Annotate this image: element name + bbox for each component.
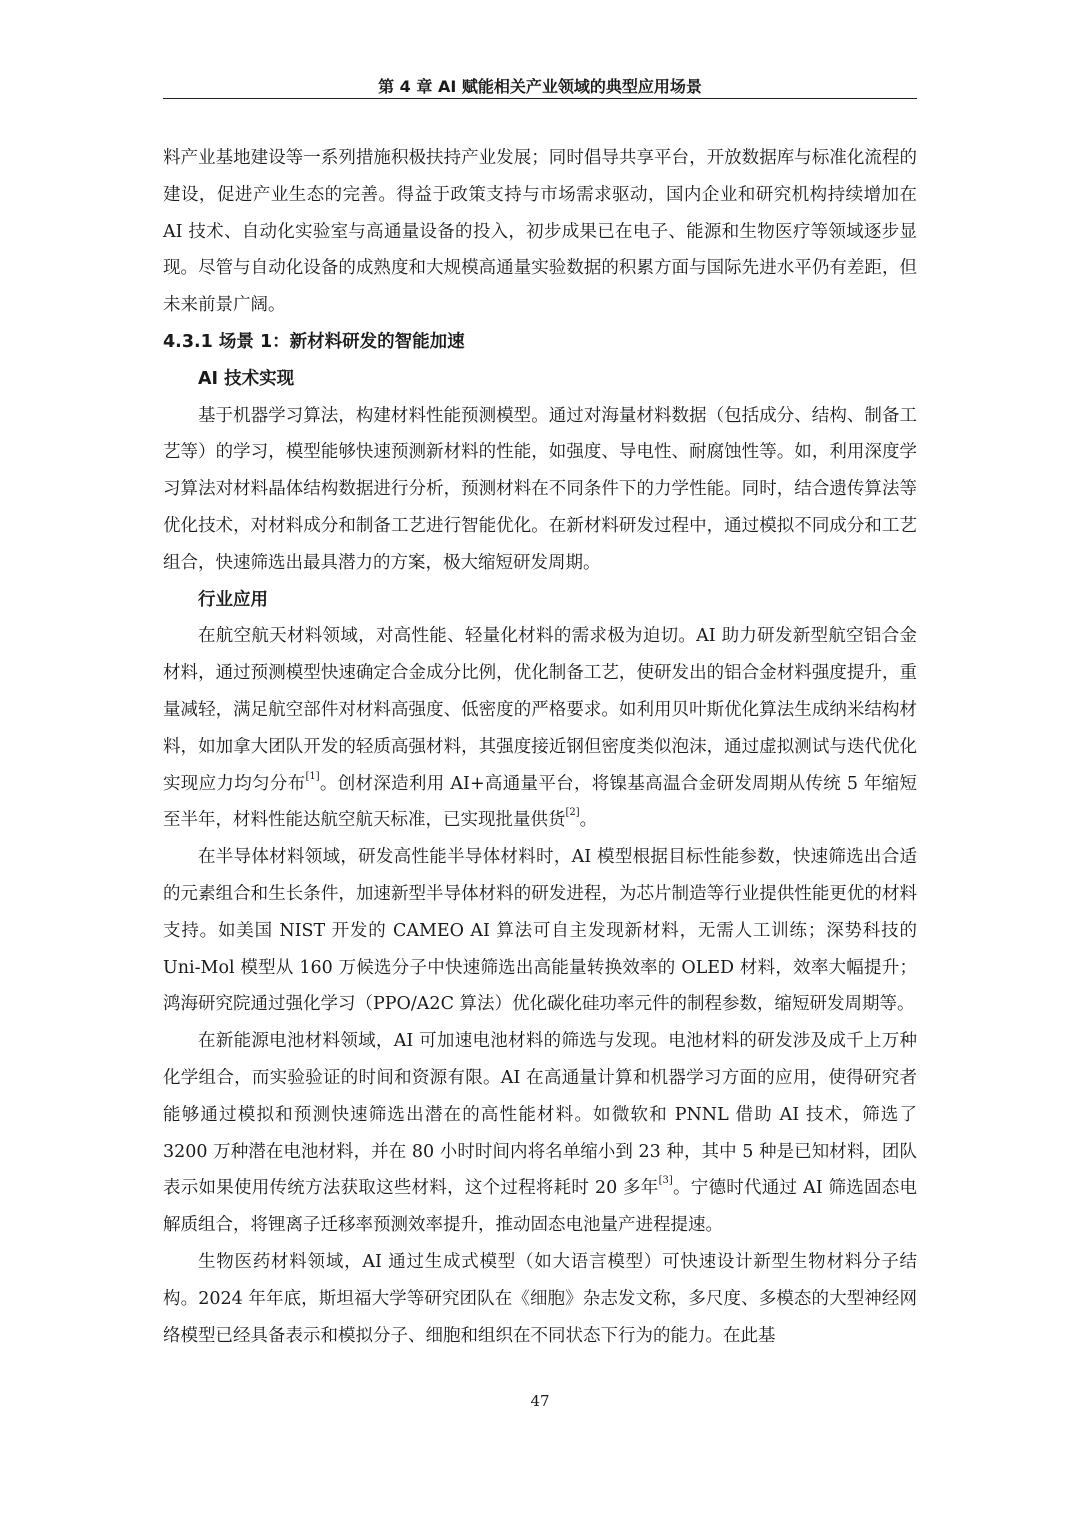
page-header bbox=[163, 70, 917, 99]
application-heading: 行业应用 bbox=[198, 589, 268, 610]
battery-text-2: 。宁德时代通过 AI 筛选固态电解质组合，将锂离子迁移率预测效率提升，推动固态电池量产进程提速。 bbox=[163, 1178, 917, 1236]
aerospace-text-1: 在航空航天材料领域，对高性能、轻量化材料的需求极为迫切。AI 助力研发新型航空铝合金材料，通过预测模型快速确定合金成分比例，优化制备工艺，使研发出的铝合金材料强度提升，重量减轻，满足航空部件对材料高强度、低密度的严格要求。如利用贝叶斯优化算法生成纳米结构材料，如加拿大团队开发的轻质高强材料，其强度接近钢但密度类似泡沫，通过虚拟测试与迭代优化实现应力均匀分布 bbox=[163, 626, 917, 794]
citation-2: [2] bbox=[565, 807, 580, 819]
page-content bbox=[163, 140, 917, 1354]
tech-heading: AI 技术实现 bbox=[198, 368, 295, 389]
battery-text-1: 在新能源电池材料领域，AI 可加速电池材料的筛选与发现。电池材料的研发涉及成千上万种化学组合，而实验验证的时间和资源有限。AI 在高通量计算和机器学习方面的应用，使得研究者能够通过模拟和预测快速筛选出潜在的高性能材料。如微软和 PNNL 借助 AI 技术，筛选了 3200 万种潜在电池材料，并在 80 小时时间内将名单缩小到 23 种，其中 5 种是已知材料，团队表示如果使用传统方法获取这些材料，这个过程将耗时 20 多年 bbox=[163, 1031, 917, 1199]
citation-3: [3] bbox=[658, 1175, 673, 1187]
aerospace-paragraph bbox=[163, 618, 917, 839]
tech-paragraph: 基于机器学习算法，构建材料性能预测模型。通过对海量材料数据（包括成分、结构、制备工艺等）的学习，模型能够快速预测新材料的性能，如强度、导电性、耐腐蚀性等。如，利用深度学习算法对材料晶体结构数据进行分析，预测材料在不同条件下的力学性能。同时，结合遗传算法等优化技术，对材料成分和制备工艺进行智能优化。在新材料研发过程中，通过模拟不同成分和工艺组合，快速筛选出最具潜力的方案，极大缩短研发周期。 bbox=[163, 405, 917, 573]
section-heading: 4.3.1 场景 1：新材料研发的智能加速 bbox=[163, 331, 465, 352]
aerospace-text-2: 。创材深造利用 AI+高通量平台，将镍基高温合金研发周期从传统 5 年缩短至半年，材料性能达航空航天标准，已实现批量供货 bbox=[163, 773, 917, 831]
biomedical-paragraph: 生物医药材料领域，AI 通过生成式模型（如大语言模型）可快速设计新型生物材料分子结构。2024 年年底，斯坦福大学等研究团队在《细胞》杂志发文称，多尺度、多模态的大型神经网络模型已经具备表示和模拟分子、细胞和组织在不同状态下行为的能力。在此基 bbox=[163, 1251, 917, 1346]
semiconductor-paragraph: 在半导体材料领域，研发高性能半导体材料时，AI 模型根据目标性能参数，快速筛选出合适的元素组合和生长条件，加速新型半导体材料的研发进程，为芯片制造等行业提供性能更优的材料支持。如美国 NIST 开发的 CAMEO AI 算法可自主发现新材料，无需人工训练；深势科技的 Uni-Mol 模型从 160 万候选分子中快速筛选出高能量转换效率的 OLED 材料，效率大幅提升；鸿海研究院通过强化学习（PPO/A2C 算法）优化碳化硅功率元件的制程参数，缩短研发周期等。 bbox=[163, 847, 917, 1015]
chapter-title: 第 4 章 AI 赋能相关产业领域的典型应用场景 bbox=[378, 77, 702, 96]
citation-1: [1] bbox=[305, 770, 320, 782]
page-number: 47 bbox=[530, 1392, 550, 1410]
aerospace-text-3: 。 bbox=[579, 810, 598, 831]
battery-paragraph bbox=[163, 1023, 917, 1244]
intro-paragraph: 料产业基地建设等一系列措施积极扶持产业发展；同时倡导共享平台，开放数据库与标准化流程的建设，促进产业生态的完善。得益于政策支持与市场需求驱动，国内企业和研究机构持续增加在 AI 技术、自动化实验室与高通量设备的投入，初步成果已在电子、能源和生物医疗等领域逐步显现。尽管与自动化设备的成熟度和大规模高通量实验数据的积累方面与国际先进水平仍有差距，但未来前景广阔。 bbox=[163, 148, 917, 316]
